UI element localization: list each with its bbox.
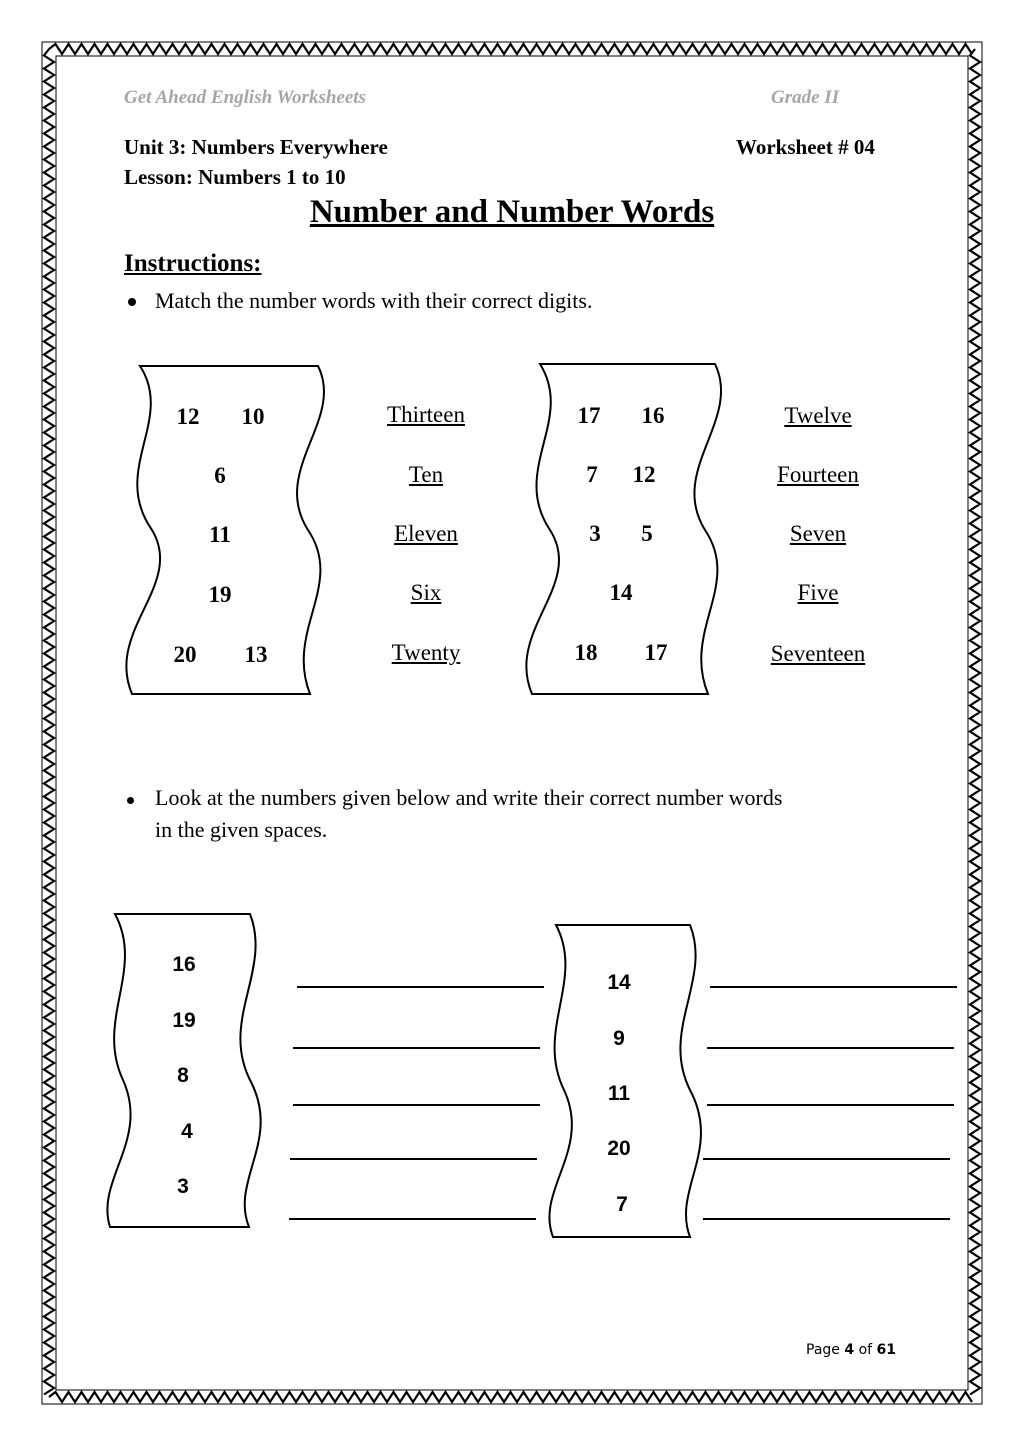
answer-line[interactable] xyxy=(703,1158,950,1160)
match-number: 19 xyxy=(208,582,232,607)
instructions-heading: Instructions: xyxy=(124,250,262,277)
answer-line[interactable] xyxy=(707,1047,954,1049)
write-number: 7 xyxy=(616,1193,628,1216)
write-number: 8 xyxy=(177,1064,189,1087)
number-word: Five xyxy=(797,580,839,605)
write-number: 20 xyxy=(607,1137,631,1160)
match-number: 16 xyxy=(641,403,665,428)
page-current: 4 xyxy=(844,1342,855,1358)
page-title: Number and Number Words xyxy=(309,194,715,230)
worksheet-number: Worksheet # 04 xyxy=(736,135,875,159)
match-number: 11 xyxy=(209,522,231,547)
match-number: 12 xyxy=(632,462,656,487)
match-number: 20 xyxy=(173,642,197,667)
write-number: 16 xyxy=(172,953,196,976)
bullet-icon xyxy=(127,797,134,804)
number-word: Twelve xyxy=(784,403,852,428)
match-number: 5 xyxy=(641,521,653,546)
write-number: 11 xyxy=(607,1082,631,1105)
match-number: 18 xyxy=(574,640,598,665)
write-number: 19 xyxy=(172,1009,196,1032)
write-number: 9 xyxy=(613,1027,625,1050)
match-number: 17 xyxy=(644,640,668,665)
match-number: 10 xyxy=(241,404,265,429)
unit-title: Unit 3: Numbers Everywhere xyxy=(124,135,388,159)
page-total: 61 xyxy=(876,1342,896,1358)
number-word: Thirteen xyxy=(387,402,465,427)
match-number: 3 xyxy=(589,521,601,546)
match-number: 6 xyxy=(214,463,226,488)
answer-line[interactable] xyxy=(289,1218,536,1220)
scroll-shape-match-right xyxy=(526,364,721,694)
write-number: 14 xyxy=(607,971,631,994)
number-word: Eleven xyxy=(394,521,458,546)
match-number: 13 xyxy=(244,642,268,667)
number-word: Twenty xyxy=(391,640,461,665)
match-number: 12 xyxy=(176,404,200,429)
number-word: Seventeen xyxy=(770,641,866,666)
answer-line[interactable] xyxy=(710,986,957,988)
answer-line[interactable] xyxy=(707,1104,954,1106)
answer-line[interactable] xyxy=(703,1218,950,1220)
answer-line[interactable] xyxy=(297,986,544,988)
page-number xyxy=(806,1342,896,1358)
number-word: Ten xyxy=(408,462,444,487)
lesson-title: Lesson: Numbers 1 to 10 xyxy=(124,165,346,189)
instruction-match: Match the number words with their correct digits. xyxy=(155,288,593,313)
number-word: Fourteen xyxy=(777,462,859,487)
number-word: Six xyxy=(410,580,442,605)
write-number: 3 xyxy=(177,1175,189,1198)
instruction-write-line2: in the given spaces. xyxy=(155,817,328,842)
page-label: Page xyxy=(806,1342,840,1358)
match-number: 7 xyxy=(586,462,598,487)
page-of-label: of xyxy=(858,1342,873,1358)
number-word: Seven xyxy=(789,521,847,546)
instruction-write-line1: Look at the numbers given below and write their correct number words xyxy=(155,785,783,810)
answer-line[interactable] xyxy=(290,1158,537,1160)
answer-line[interactable] xyxy=(293,1047,540,1049)
match-number: 17 xyxy=(577,403,601,428)
series-title: Get Ahead English Worksheets xyxy=(124,87,366,108)
write-number: 4 xyxy=(181,1120,193,1143)
answer-line[interactable] xyxy=(293,1104,540,1106)
grade-label: Grade II xyxy=(771,87,840,108)
match-number: 14 xyxy=(609,580,633,605)
